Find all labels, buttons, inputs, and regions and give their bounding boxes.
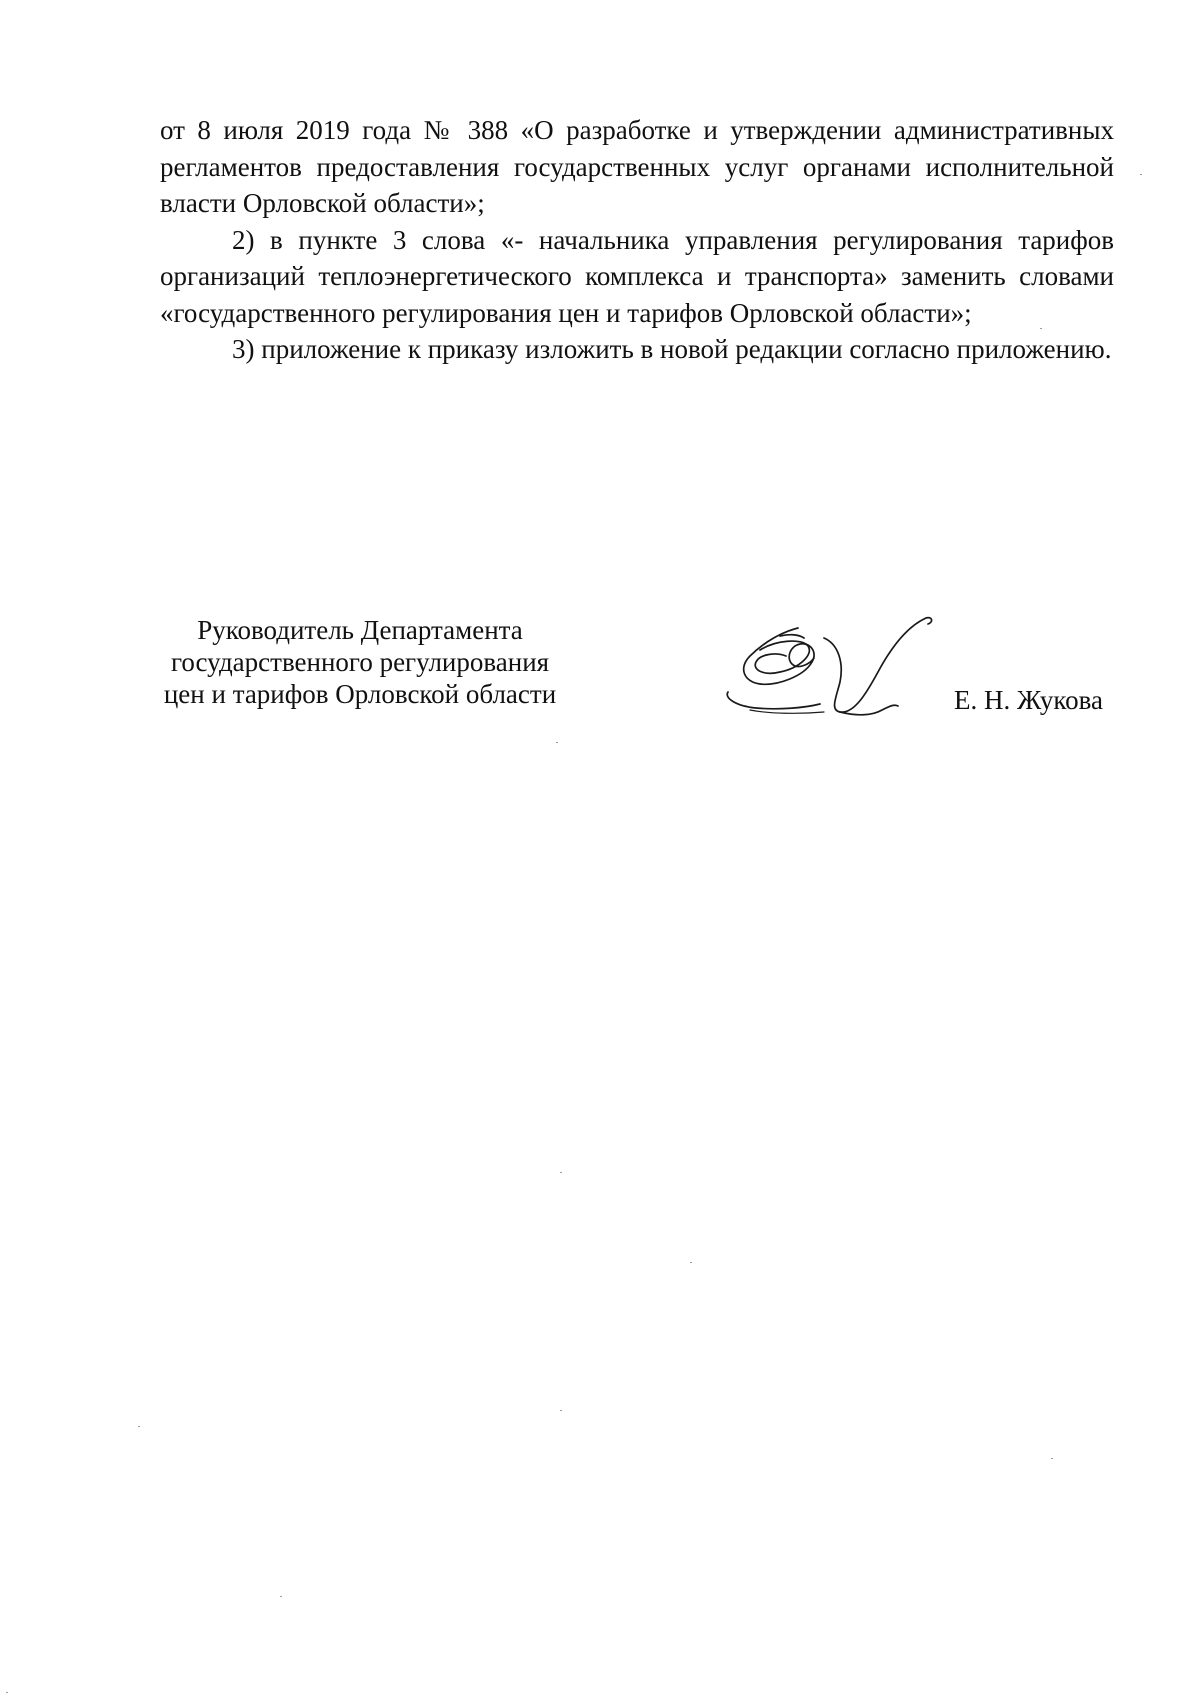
signatory-title-line: Руководитель Департамента [197,615,523,645]
paragraph-item-3: 3) приложение к приказу изложить в новой редакции согласно приложению. [232,334,1112,364]
document-body [160,112,1114,368]
scan-speck [560,1172,562,1173]
paragraph-item-2: 2) в пункте 3 слова «- начальника управления регулирования тарифов организаций теплоэнергетического комплекса и транспорта» заменить словами «государственного регулирования цен и тарифов Орловской области»; [160,224,1114,328]
scan-speck [1040,328,1042,329]
scan-speck [556,742,558,743]
handwritten-signature-icon [720,612,960,740]
paragraph-regulation-reference: от 8 июля 2019 года № 388 «О разработке и утверждении административных регламентов предоставления государственных услуг органами исполнительной власти Орловской области»; [160,115,1114,218]
signatory-title-line: цен и тарифов Орловской области [163,679,557,709]
signatory-title-line: государственного регулирования [170,647,550,677]
scan-speck [690,1262,692,1263]
scan-speck [1051,1458,1053,1459]
scan-speck [1140,174,1142,175]
signatory-title [150,614,570,710]
scan-speck [280,1596,282,1597]
scan-speck [6,1692,8,1693]
scan-speck [138,1426,140,1427]
scan-speck [560,1410,562,1411]
signatory-name: Е. Н. Жукова [954,685,1103,715]
